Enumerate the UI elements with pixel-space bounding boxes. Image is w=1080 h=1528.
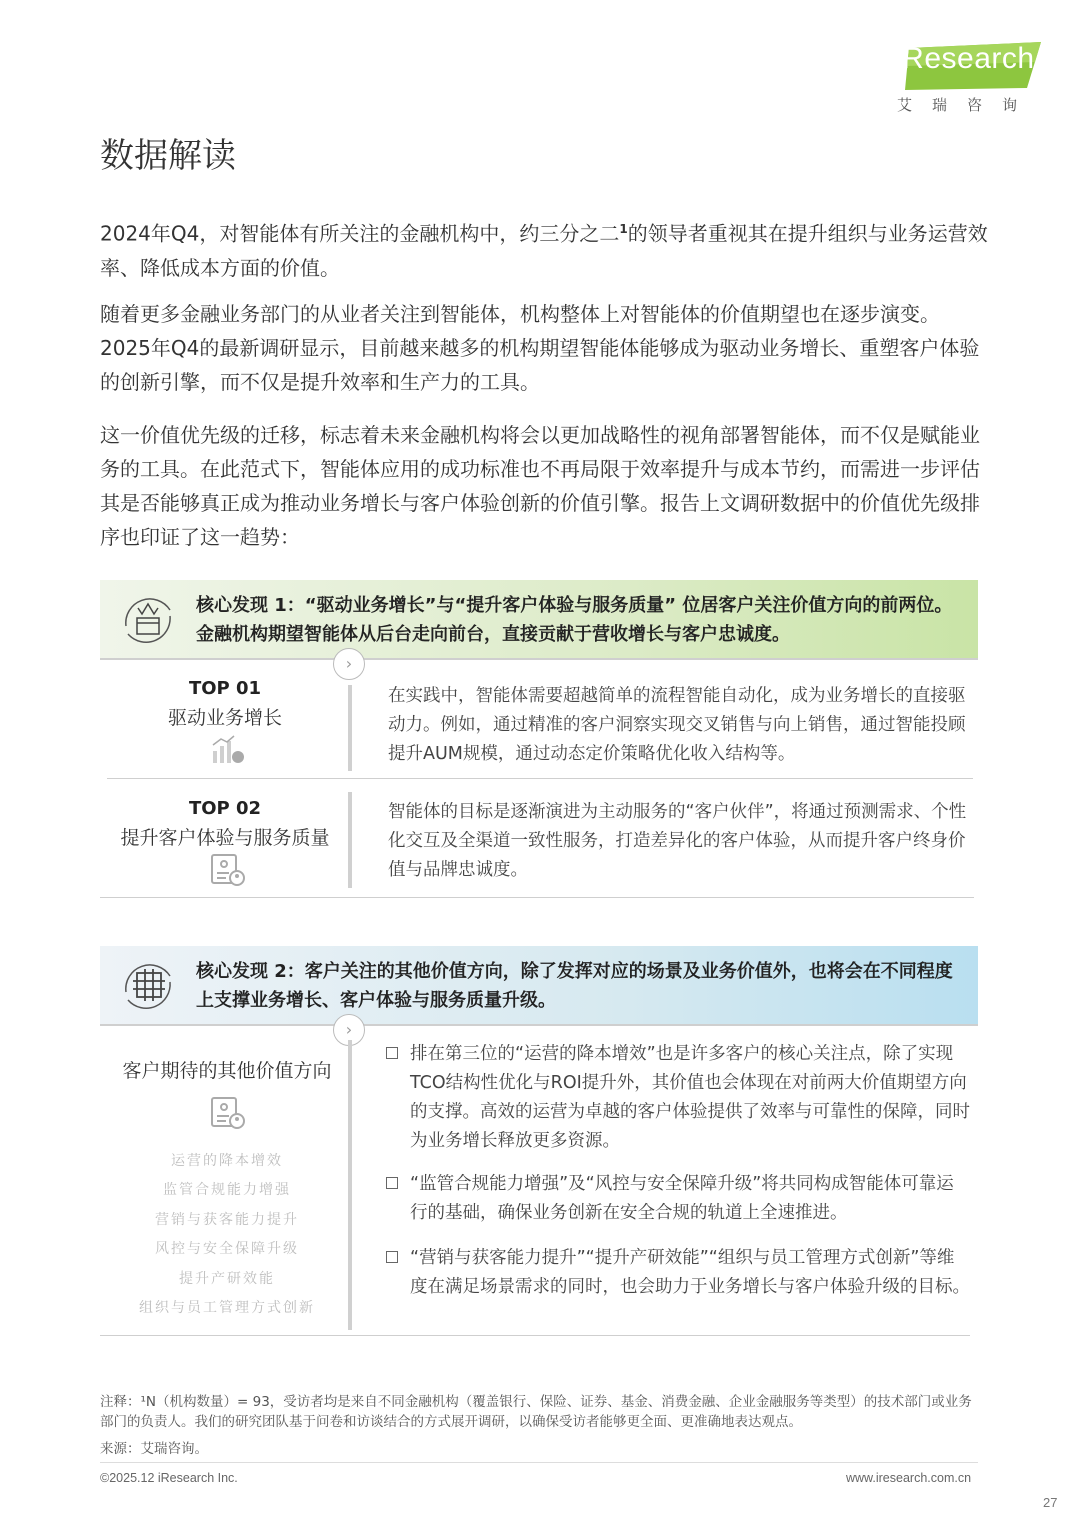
finding-1-text: 核心发现 1：“驱动业务增长”与“提升客户体验与服务质量” 位居客户关注价值方向的前两位。金融机构期望智能体从后台走向前台，直接贡献于营收增长与客户忠诚度。 — [196, 595, 953, 645]
chevron-right-icon: › — [333, 648, 365, 680]
direction-item: 提升产研效能 — [179, 1271, 275, 1287]
copyright: ©2025.12 iResearch Inc. — [100, 1471, 238, 1485]
direction-item: 风控与安全保障升级 — [155, 1241, 299, 1257]
logo-chinese: 艾瑞咨询 — [897, 96, 1038, 114]
other-directions-title: 客户期待的其他价值方向 — [122, 1060, 332, 1082]
banner-underline — [100, 1024, 978, 1026]
bullet-item: “营销与获客能力提升”“提升产研效能”“组织与员工管理方式创新”等维度在满足场景需求的同时，也会助力于业务增长与客户体验升级的目标。 — [386, 1244, 976, 1334]
row-divider — [107, 778, 973, 779]
top-02-description: 智能体的目标是逐渐演进为主动服务的“客户伙伴”，将通过预测需求、个性化交互及全渠道一致性服务，打造差异化的客户体验，从而提升客户终身价值与品牌忠诚度。 — [388, 802, 967, 880]
page-number: 27 — [1043, 1495, 1058, 1510]
direction-item: 组织与员工管理方式创新 — [139, 1300, 315, 1316]
vertical-divider — [348, 685, 352, 771]
finding-1-banner — [100, 580, 978, 660]
banner-underline — [100, 658, 978, 660]
grid-icon — [118, 956, 178, 1016]
finding-2-banner — [100, 946, 978, 1026]
bullet-item: “监管合规能力增强”及“风控与安全保障升级”将共同构成智能体可靠运行的基础，确保业务创新在安全合规的轨道上全速推进。 — [386, 1170, 976, 1230]
growth-chart-icon — [210, 733, 246, 765]
crown-box-icon — [118, 590, 178, 650]
paragraph-1: 2024年Q4，对智能体有所关注的金融机构中，约三分之二$^1$的领导者重视其在提升组织与业务运营效率、降低成本方面的价值。 — [100, 221, 988, 280]
paragraph-2: 随着更多金融业务部门的从业者关注到智能体，机构整体上对智能体的价值期望也在逐步演变。2025年Q4的最新调研显示，目前越来越多的机构期望智能体能够成为驱动业务增长、重塑客户体验的创新引擎，而不仅是提升效率和生产力的工具。 — [100, 302, 980, 394]
bullet-item: 排在第三位的“运营的降本增效”也是许多客户的核心关注点，除了实现TCO结构性优化与ROI提升外，其价值也会体现在对前两大价值期望方向的支撑。高效的运营为卓越的客户体验提供了效率与可靠性的保障，同时为业务增长释放更多资源。 — [386, 1040, 976, 1160]
iresearch-logo — [895, 40, 1045, 120]
vertical-divider — [348, 1040, 352, 1330]
top-01-name: 驱动业务增长 — [167, 707, 282, 729]
footer-divider — [100, 1462, 978, 1463]
top-02-name: 提升客户体验与服务质量 — [120, 827, 330, 849]
top-01-rank: TOP 01 — [188, 678, 262, 699]
top-02-rank: TOP 02 — [188, 798, 262, 819]
page-title: 数据解读 — [100, 136, 236, 176]
footnote: 注释：¹N（机构数量）= 93，受访者均是来自不同金融机构（覆盖银行、保险、证券、基金、消费金融、企业金融服务等类型）的技术部门或业务部门的负责人。我们的研究团队基于问卷和访谈结合的方式展开调研，以确保受访者能够更全面、更准确地表达观点。 — [100, 1394, 972, 1430]
chevron-right-icon: › — [333, 1014, 365, 1046]
source-note: 来源：艾瑞咨询。 — [100, 1441, 208, 1457]
direction-item: 运营的降本增效 — [171, 1153, 283, 1169]
customer-card-icon — [210, 1096, 246, 1130]
checkbox-square-icon — [386, 1177, 398, 1189]
vertical-divider — [348, 792, 352, 888]
checkbox-square-icon — [386, 1047, 398, 1059]
section-divider — [100, 1335, 970, 1336]
finding-2-text: 核心发现 2：客户关注的其他价值方向，除了发挥对应的场景及业务价值外，也将会在不同程度上支撑业务增长、客户体验与服务质量升级。 — [196, 961, 953, 1011]
section-divider — [100, 897, 974, 898]
logo-wordmark: iResearch — [895, 42, 1035, 75]
website-link[interactable]: www.iresearch.com.cn — [846, 1471, 972, 1485]
customer-card-icon — [210, 853, 246, 887]
checkbox-square-icon — [386, 1251, 398, 1263]
direction-item: 营销与获客能力提升 — [155, 1212, 299, 1228]
top-01-description: 在实践中，智能体需要超越简单的流程智能自动化，成为业务增长的直接驱动力。例如，通过精准的客户洞察实现交叉销售与向上销售，通过智能投顾提升AUM规模，通过动态定价策略优化收入结构等。 — [388, 686, 966, 764]
direction-item: 监管合规能力增强 — [163, 1182, 291, 1198]
paragraph-3: 这一价值优先级的迁移，标志着未来金融机构将会以更加战略性的视角部署智能体，而不仅是赋能业务的工具。在此范式下，智能体应用的成功标准也不再局限于效率提升与成本节约，而需进一步评估其是否能够真正成为推动业务增长与客户体验创新的价值引擎。报告上文调研数据中的价值优先级排序也印证了这一趋势： — [100, 423, 980, 549]
